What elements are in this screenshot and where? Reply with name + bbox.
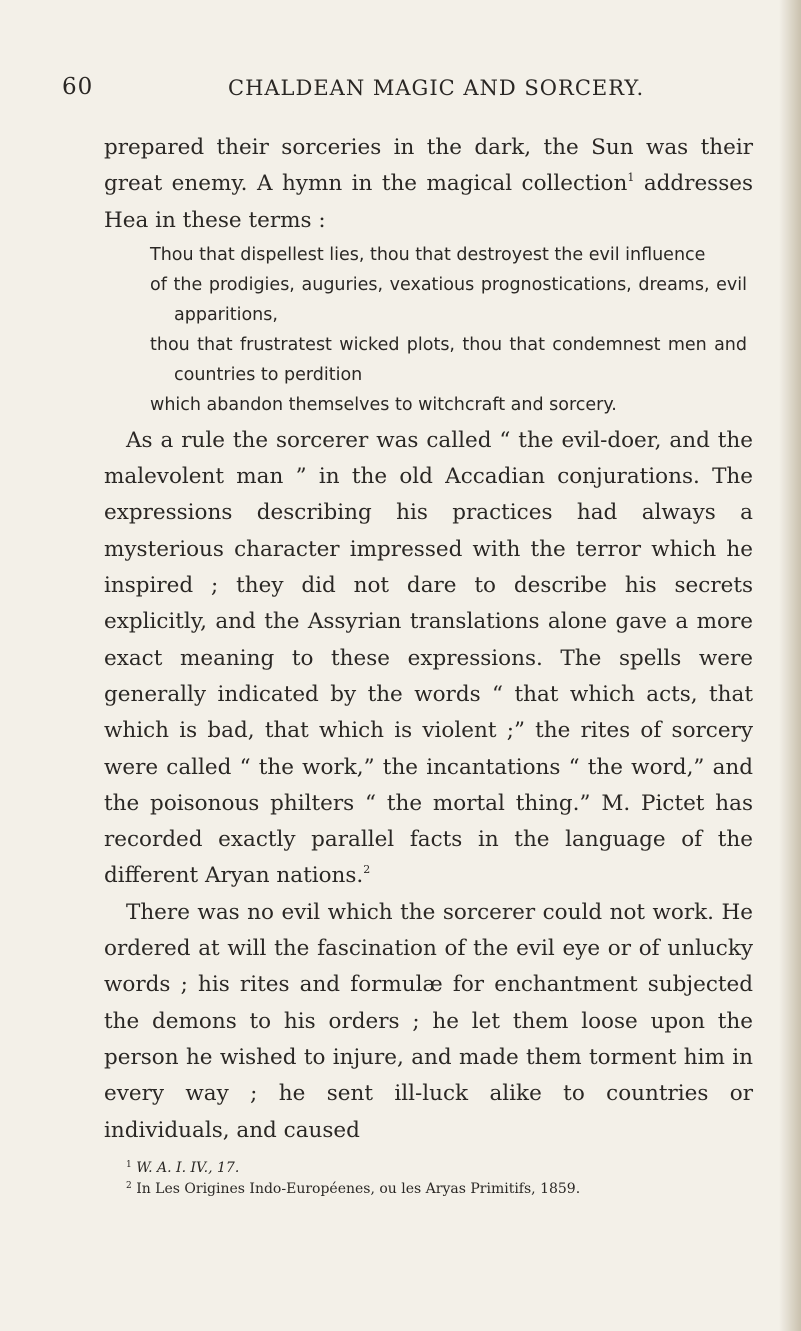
page-number: 60 <box>62 74 94 100</box>
verse-line: of the prodigies, auguries, vexatious prognostications, dreams, evil apparitions, <box>150 274 747 325</box>
paragraph-text: addresses Hea in these terms : <box>104 171 753 233</box>
paragraph-text: As a rule the sorcerer was called “ the evil-doer, and the malevolent man ” in the old Accadian conjurations. The expressions describing his practices had always a mysterious character impressed with the terror which he inspired ; they did not dare to describe his secrets explicitly, and the Assyrian translations alone gave a more exact meaning to these expressions. The spells were generally indicated by the words “ that which acts, that which is bad, that which is violent ;” the rites of sorcery were called “ the work,” the incantations “ the word,” and the poisonous philters “ the mortal thing.” M. Pictet has recorded exactly parallel facts in the language of the different Aryan nations. <box>104 427 753 889</box>
footnote-mark: 2 <box>126 1181 132 1191</box>
paragraph <box>104 130 753 239</box>
footnote-mark: 1 <box>126 1160 132 1170</box>
paragraph-text: prepared their sorceries in the dark, the Sun was their great enemy. A hymn in the magical collection <box>104 135 753 197</box>
footnote-ref: 1 <box>627 171 635 185</box>
footnote-ref: 2 <box>363 863 371 877</box>
verse-line: thou that frustratest wicked plots, thou that condemnest men and countries to perdition <box>150 334 747 385</box>
footnote-text: W. A. I. IV., 17. <box>136 1160 240 1176</box>
footnote <box>104 1179 754 1200</box>
footnote <box>104 1158 754 1179</box>
body-text <box>104 130 753 1149</box>
running-header <box>62 74 702 108</box>
running-title: CHALDEAN MAGIC AND SORCERY. <box>228 76 645 100</box>
footnote-text: In Les Origines Indo-Européenes, ou les Aryas Primitifs, 1859. <box>136 1181 581 1197</box>
paragraph <box>104 423 753 895</box>
page-gutter-shadow <box>779 0 801 1331</box>
footnotes <box>104 1158 754 1200</box>
verse-line: which abandon themselves to witchcraft and sorcery. <box>150 394 617 415</box>
hymn-quotation <box>104 240 753 420</box>
paragraph: There was no evil which the sorcerer could not work. He ordered at will the fascination of the evil eye or of unlucky words ; his rites and formulæ for enchantment subjected the demons to his orders ; he let them loose upon the person he wished to injure, and made them torment him in every way ; he sent ill-luck alike to countries or individuals, and caused <box>104 899 753 1143</box>
verse-line: Thou that dispellest lies, thou that destroyest the evil influence <box>150 244 706 265</box>
